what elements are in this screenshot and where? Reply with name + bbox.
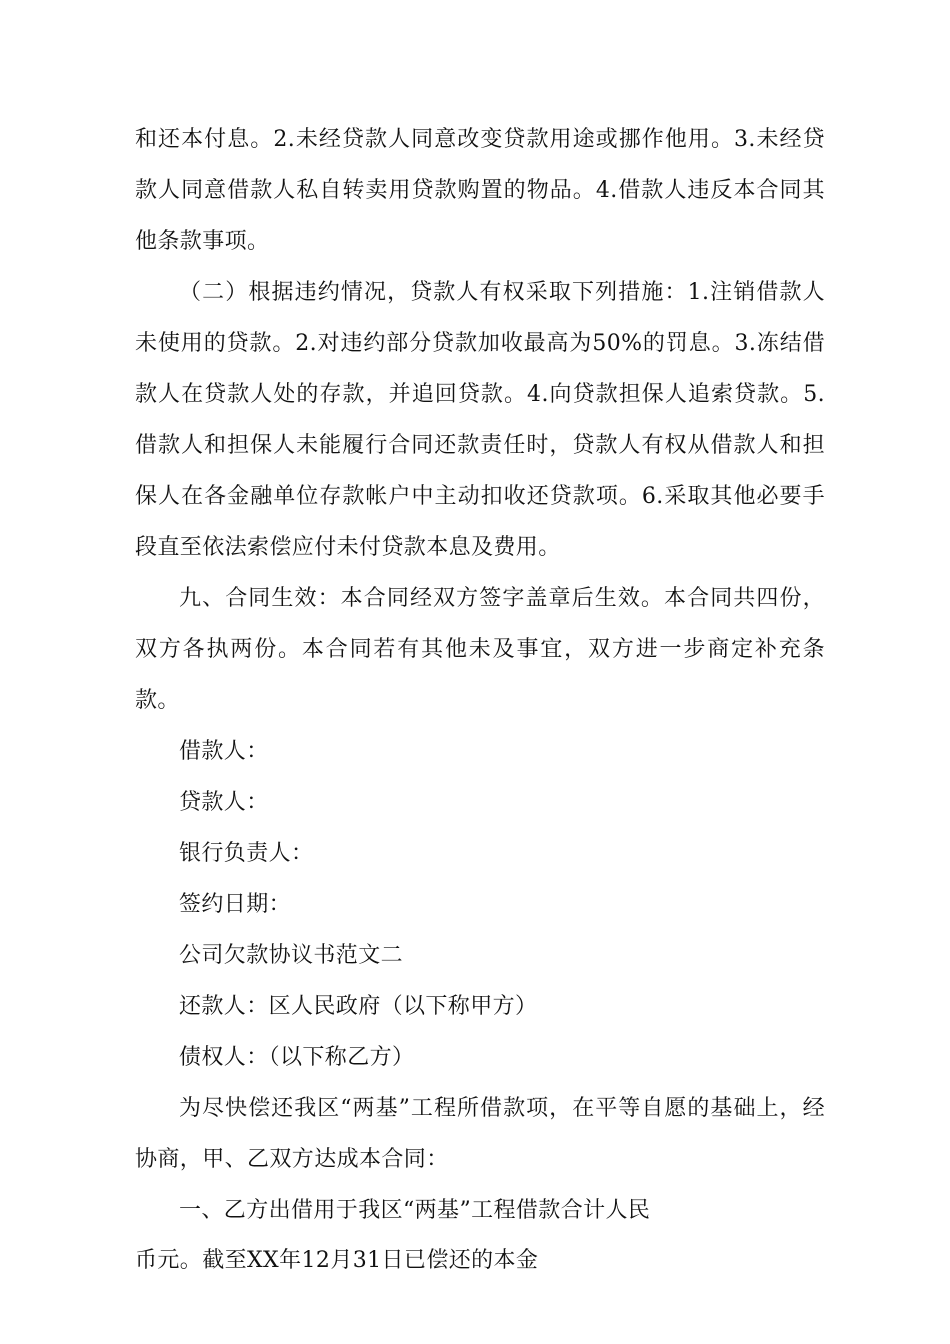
signature-lender: 贷款人： (179, 790, 269, 815)
party-creditor: 债权人：（以下称乙方） (179, 1045, 415, 1070)
signature-date: 签约日期： (179, 892, 292, 917)
signature-borrower: 借款人： (179, 739, 269, 764)
paragraph-breach-events: 和还本付息。2.未经贷款人同意改变贷款用途或挪作他用。3.未经贷款人同意借款人私自转卖用贷款购置的物品。4.借款人违反本合同其他条款事项。 (135, 127, 825, 254)
paragraph-purpose: 为尽快偿还我区“两基”工程所借款项，在平等自愿的基础上，经协商，甲、乙双方达成本合同： (135, 1096, 825, 1172)
party-repayer: 还款人：区人民政府（以下称甲方） (179, 994, 538, 1019)
clause-one-line-one: 一、乙方出借用于我区“两基”工程借款合计人民 (179, 1198, 651, 1223)
clause-one-line-two: 币元。截至XX年12月31日已偿还的本金 (135, 1248, 539, 1273)
section-title: 公司欠款协议书范文二 (179, 943, 404, 968)
paragraph-contract-effective: 九、合同生效：本合同经双方签字盖章后生效。本合同共四份，双方各执两份。本合同若有其他未及事宜，双方进一步商定补充条款。 (135, 586, 825, 713)
document-body (135, 114, 825, 1286)
paragraph-lender-measures: （二）根据违约情况，贷款人有权采取下列措施：1.注销借款人未使用的贷款。2.对违约部分贷款加收最高为50%的罚息。3.冻结借款人在贷款人处的存款，并追回贷款。4.向贷款担保人追索贷款。5.借款人和担保人未能履行合同还款责任时，贷款人有权从借款人和担保人在各金融单位存款帐户中主动扣收还贷款项。6.采取其他必要手段直至依法索偿应付未付贷款本息及费用。 (135, 280, 825, 560)
signature-bank-manager: 银行负责人： (179, 841, 314, 866)
